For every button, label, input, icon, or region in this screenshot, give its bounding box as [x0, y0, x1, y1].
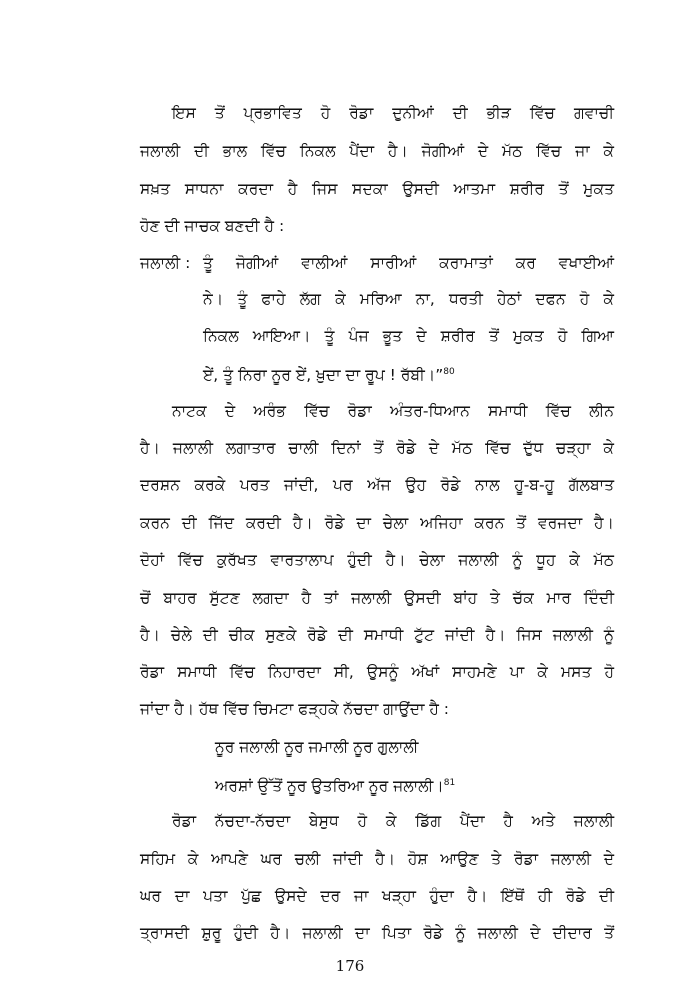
- paragraph-line: ਦਰਸ਼ਨ ਕਰਕੇ ਪਰਤ ਜਾਂਦੀ, ਪਰ ਅੱਜ ਉਹ ਰੋਡੇ ਨਾਲ ਹੂ-ਬ-ਹੂ ਗੱਲਬਾਤ: [140, 476, 614, 494]
- verse-text: ਅਰਸ਼ਾਂ ਉੱਤੋਂ ਨੂਰ ਉਤਰਿਆ ਨੂਰ ਜਲਾਲੀ।: [215, 777, 444, 796]
- paragraph-line: ਇਸ ਤੋਂ ਪ੍ਰਭਾਵਿਤ ਹੋ ਰੋਡਾ ਦੁਨੀਆਂ ਦੀ ਭੀੜ ਵਿੱਚ ਗਵਾਚੀ: [172, 104, 614, 122]
- paragraph-line: ਨਾਟਕ ਦੇ ਅਰੰਭ ਵਿੱਚ ਰੋਡਾ ਅੰਤਰ-ਧਿਆਨ ਸਮਾਧੀ ਵਿੱਚ ਲੀਨ: [172, 402, 614, 420]
- paragraph-line: ਤ੍ਰਾਸਦੀ ਸ਼ੁਰੂ ਹੁੰਦੀ ਹੈ। ਜਲਾਲੀ ਦਾ ਪਿਤਾ ਰੋਡੇ ਨੂੰ ਜਲਾਲੀ ਦੇ ਦੀਦਾਰ ਤੋਂ: [140, 924, 614, 942]
- paragraph-line: ਕਰਨ ਦੀ ਜਿੱਦ ਕਰਦੀ ਹੈ। ਰੋਡੇ ਦਾ ਚੇਲਾ ਅਜਿਹਾ ਕਰਨ ਤੋਂ ਵਰਜਦਾ ਹੈ।: [140, 514, 614, 532]
- speaker-label: ਜਲਾਲੀ :: [140, 254, 191, 272]
- paragraph-line: ਸਖ਼ਤ ਸਾਧਨਾ ਕਰਦਾ ਹੈ ਜਿਸ ਸਦਕਾ ਉਸਦੀ ਆਤਮਾ ਸ਼ਰੀਰ ਤੋਂ ਮੁਕਤ: [140, 180, 614, 198]
- footnote-marker: 80: [443, 367, 455, 377]
- paragraph-line: ਜਾਂਦਾ ਹੈ। ਹੱਥ ਵਿੱਚ ਚਿਮਟਾ ਫੜ੍ਹਕੇ ਨੱਚਦਾ ਗਾਉਂਦਾ ਹੈ :: [140, 700, 450, 718]
- paragraph-line: ਸਹਿਮ ਕੇ ਆਪਣੇ ਘਰ ਚਲੀ ਜਾਂਦੀ ਹੈ। ਹੋਸ਼ ਆਉਣ ਤੇ ਰੋਡਾ ਜਲਾਲੀ ਦੇ: [140, 850, 614, 868]
- verse-line: ਨੂਰ ਜਲਾਲੀ ਨੂਰ ਜਮਾਲੀ ਨੂਰ ਗੁਲਾਲੀ: [215, 738, 419, 756]
- dialogue-text: ਏਂ, ਤੂੰ ਨਿਰਾ ਨੂਰ ਏਂ, ਖ਼ੁਦਾ ਦਾ ਰੂਪ ! ਰੱਬੀ।”: [203, 366, 444, 385]
- dialogue-line-last: [203, 357, 614, 387]
- dialogue-line: ਨਿਕਲ ਆਇਆ। ਤੂੰ ਪੰਜ ਭੂਤ ਦੇ ਸ਼ਰੀਰ ਤੋਂ ਮੁਕਤ ਹੋ ਗਿਆ: [203, 327, 614, 345]
- dialogue-line: ਤੂੰ ਜੋਗੀਆਂ ਵਾਲੀਆਂ ਸਾਰੀਆਂ ਕਰਾਮਾਤਾਂ ਕਰ ਵਖਾਈਆਂ: [203, 254, 614, 272]
- page-number: 176: [335, 957, 365, 975]
- paragraph-line: ਜਲਾਲੀ ਦੀ ਭਾਲ ਵਿੱਚ ਨਿਕਲ ਪੈਂਦਾ ਹੈ। ਜੋਗੀਆਂ ਦੇ ਮੱਠ ਵਿੱਚ ਜਾ ਕੇ: [140, 142, 614, 160]
- footnote-marker: 81: [443, 778, 456, 788]
- paragraph-line: ਦੋਹਾਂ ਵਿੱਚ ਕੁਰੱਖਤ ਵਾਰਤਾਲਾਪ ਹੁੰਦੀ ਹੈ। ਚੇਲਾ ਜਲਾਲੀ ਨੂੰ ਧੂਹ ਕੇ ਮੱਠ: [140, 551, 614, 569]
- paragraph-line: ਰੋਡਾ ਸਮਾਧੀ ਵਿੱਚ ਨਿਹਾਰਦਾ ਸੀ, ਉਸਨੂੰ ਅੱਖਾਂ ਸਾਹਮਣੇ ਪਾ ਕੇ ਮਸਤ ਹੋ: [140, 663, 614, 681]
- dialogue-line: ਨੇ। ਤੂੰ ਫਾਹੇ ਲੱਗ ਕੇ ਮਰਿਆ ਨਾ, ਧਰਤੀ ਹੇਠਾਂ ਦਫਨ ਹੋ ਕੇ: [203, 290, 614, 308]
- verse-line-last: [215, 768, 455, 801]
- paragraph-line: ਘਰ ਦਾ ਪਤਾ ਪੁੱਛ ਉਸਦੇ ਦਰ ਜਾ ਖੜ੍ਹਾ ਹੁੰਦਾ ਹੈ। ਇੱਥੋਂ ਹੀ ਰੋਡੇ ਦੀ: [140, 887, 614, 905]
- paragraph-line: ਰੋਡਾ ਨੱਚਦਾ-ਨੱਚਦਾ ਬੇਸੁਧ ਹੋ ਕੇ ਡਿੱਗ ਪੈਂਦਾ ਹੈ ਅਤੇ ਜਲਾਲੀ: [172, 812, 614, 830]
- paragraph-line: ਹੈ। ਜਲਾਲੀ ਲਗਾਤਾਰ ਚਾਲੀ ਦਿਨਾਂ ਤੋਂ ਰੋਡੇ ਦੇ ਮੱਠ ਵਿੱਚ ਦੁੱਧ ਚੜ੍ਹਾ ਕੇ: [140, 439, 614, 457]
- paragraph-line: ਹੋਣ ਦੀ ਜਾਚਕ ਬਣਦੀ ਹੈ :: [140, 217, 285, 235]
- paragraph-line: ਚੋਂ ਬਾਹਰ ਸੁੱਟਣ ਲਗਦਾ ਹੈ ਤਾਂ ਜਲਾਲੀ ਉਸਦੀ ਬਾਂਹ ਤੇ ਚੱਕ ਮਾਰ ਦਿੰਦੀ: [140, 589, 614, 607]
- paragraph-line: ਹੈ। ਚੇਲੇ ਦੀ ਚੀਕ ਸੁਣਕੇ ਰੋਡੇ ਦੀ ਸਮਾਧੀ ਟੁੱਟ ਜਾਂਦੀ ਹੈ। ਜਿਸ ਜਲਾਲੀ ਨੂੰ: [140, 626, 614, 644]
